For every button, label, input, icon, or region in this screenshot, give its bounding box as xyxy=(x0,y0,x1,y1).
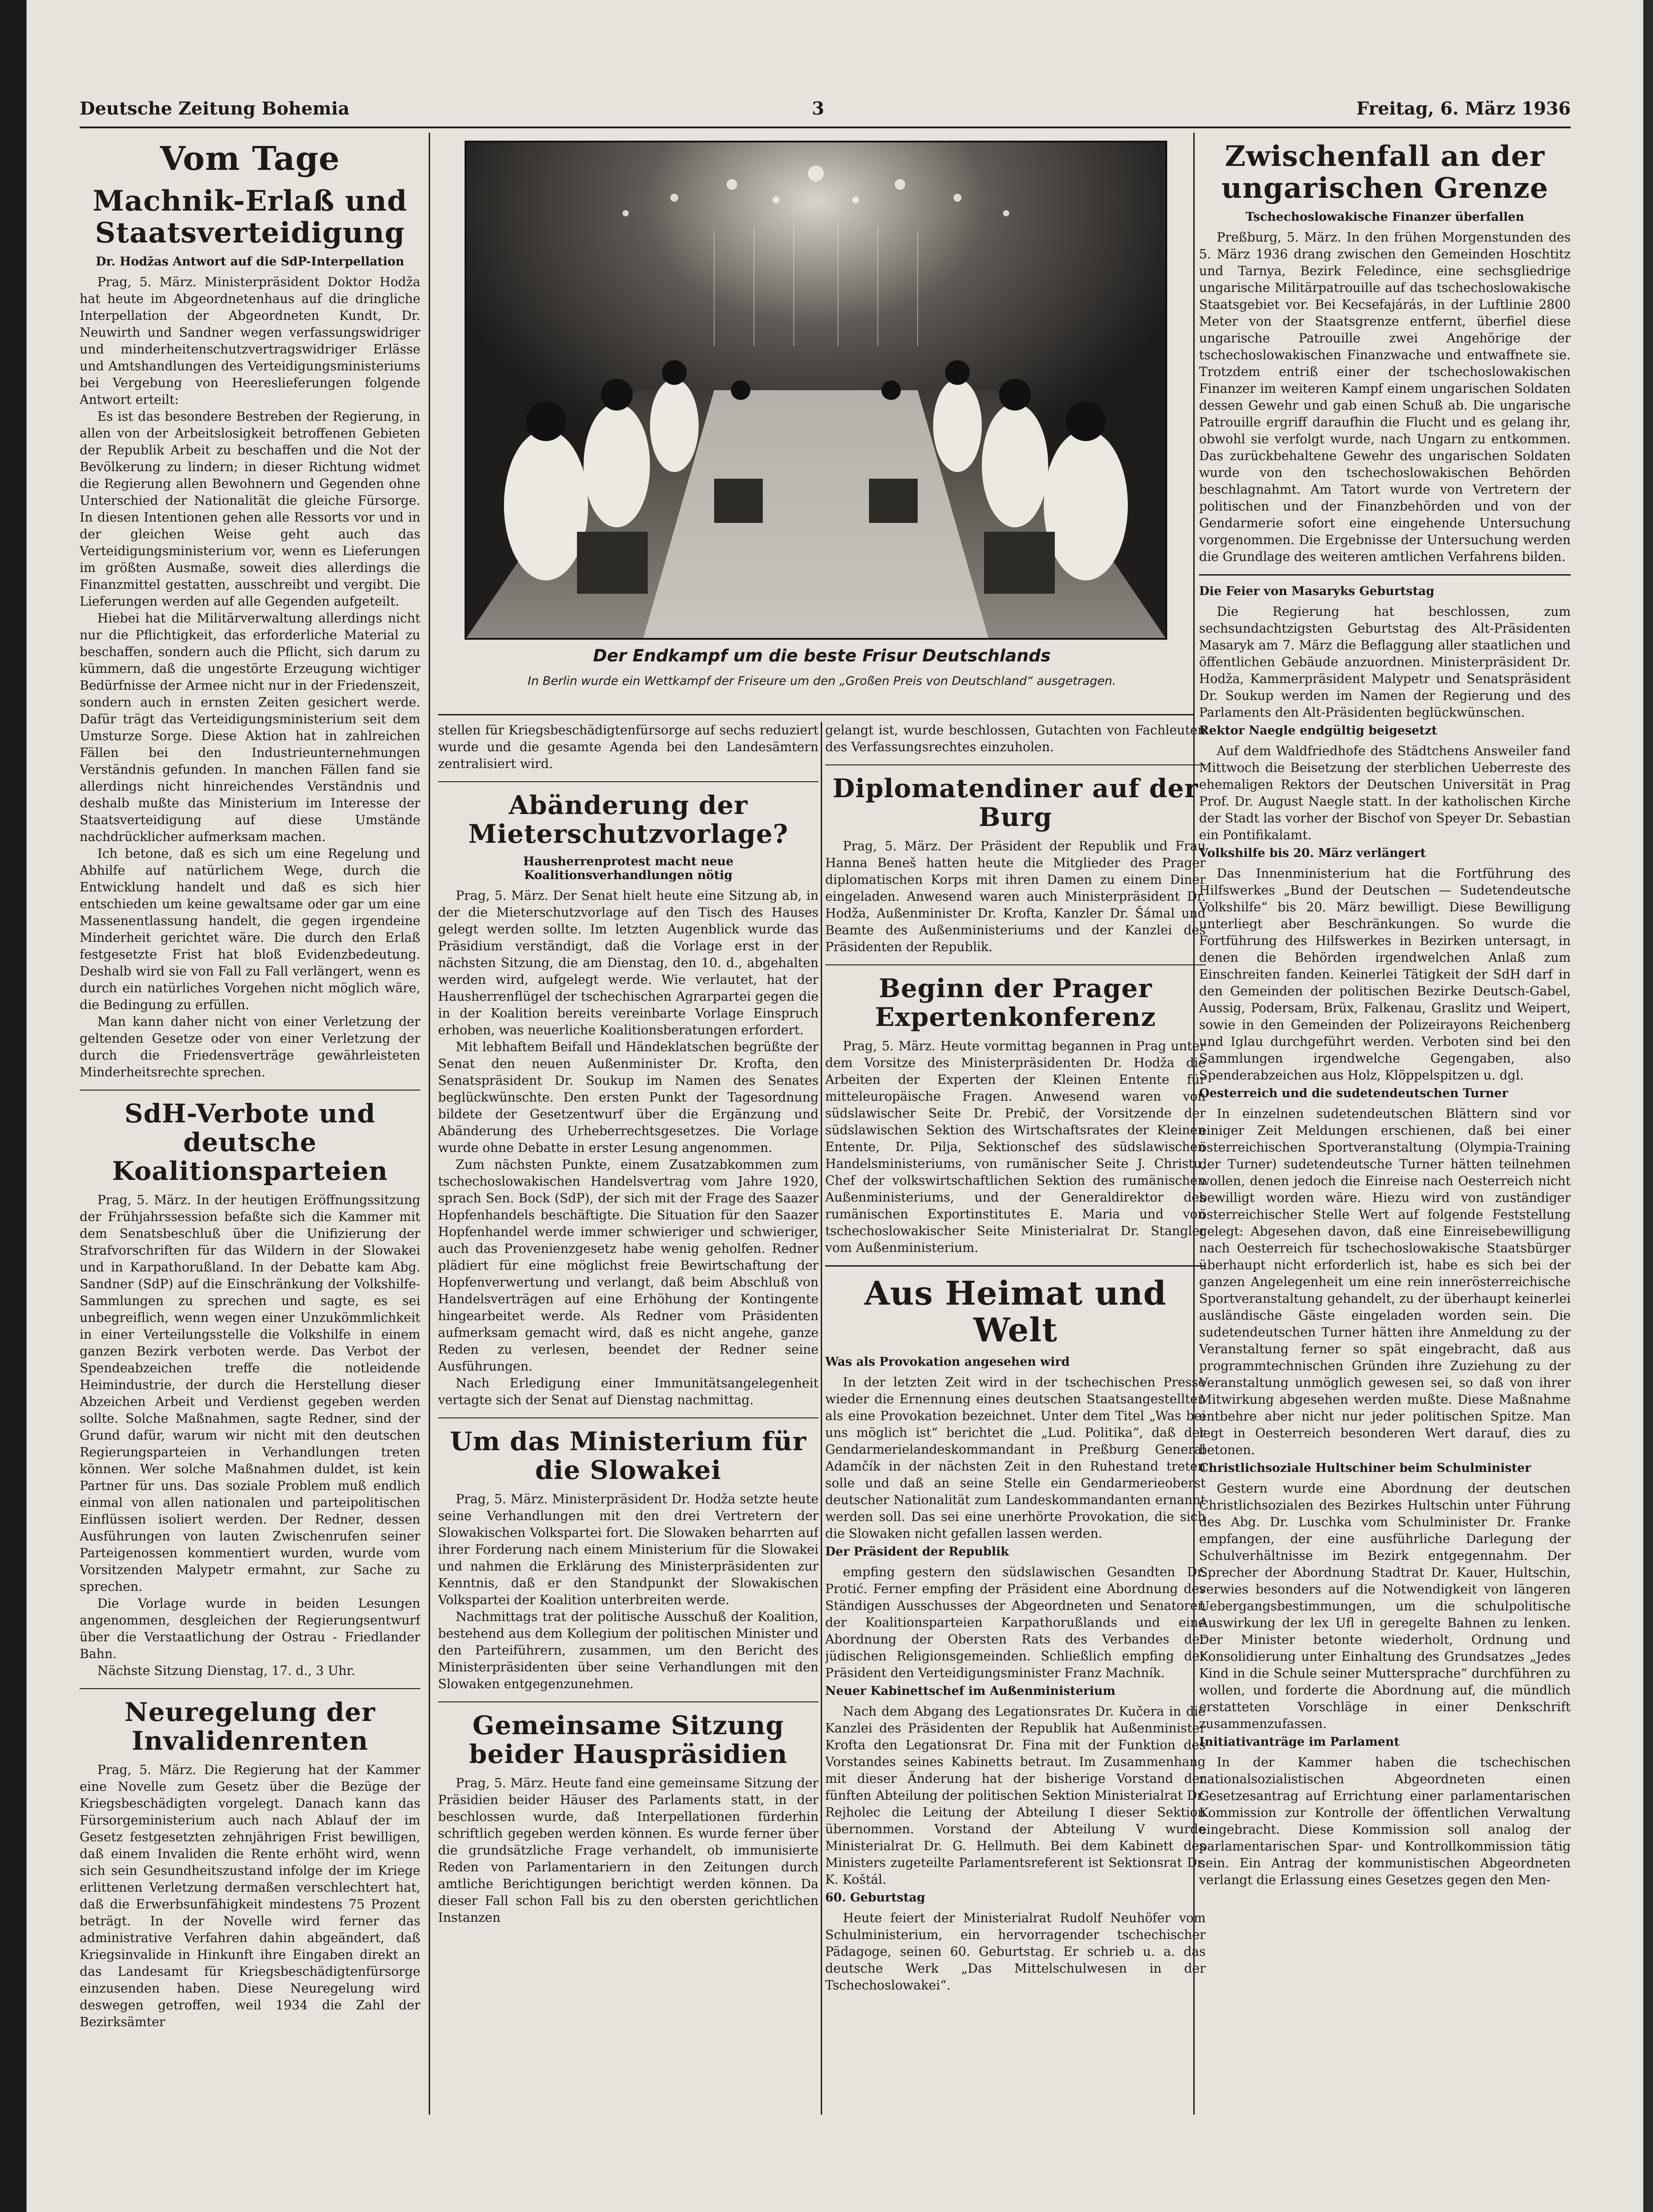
paragraph: Prag, 5. März. Heute fand eine gemeinsame Sitzung der Präsidien beider Häuser des Parlaments statt, in der beschlossen wurde, daß Interpellationen fürderhin schriftlich gegeben werden können. Es wurde ferner über die grundsätzliche Frage verhandelt, ob immunisierte Reden von Parlamentariern in den Zeitungen durch amtliche Berichtigungen berichtigt werden können. Da dieser Fall schon Fall bis zu den obersten gerichtlichen Instanzen xyxy=(438,1775,819,1925)
column-1 xyxy=(80,133,420,2115)
paragraph: Gestern wurde eine Abordnung der deutschen Christlichsozialen des Bezirkes Hultschin unter Führung des Abg. Dr. Luschka vom Schulminister Dr. Franke empfangen, der eine ausführliche Darlegung der Schulverhältnisse im Bezirk entgegennahm. Der Sprecher der Abordnung Stadtrat Dr. Kauer, Hultschin, verwies besonders auf die Notwendigkeit von längeren Uebergangsbestimmungen, um die schulpolitische Auswirkung der lex Ufl in geregelte Bahnen zu lenken. Der Minister betonte wiederholt, Ordnung und Konsolidierung unter Einhaltung des Grundsatzes „Jedes Kind in die Schule seiner Muttersprache“ durchführen zu wollen, und forderte die Abordnung auf, die mündlich erstatteten Vorschläge in einer Denkschrift zusammenzufassen. xyxy=(1199,1481,1571,1732)
photo-bottom-rule xyxy=(438,714,1193,715)
subhead-geburtstag: 60. Geburtstag xyxy=(825,1890,925,1905)
paragraph: Auf dem Waldfriedhofe des Städtchens Answeiler fand Mittwoch die Beisetzung der sterblichen Ueberreste des ehemaligen Rektors der Deutschen Universität in Prag Prof. Dr. August Naegle statt. In der katholischen Kirche der Stadt las vorher der Bischof von Speyer Dr. Sebastian ein Pontifikalamt. xyxy=(1199,744,1571,843)
paragraph: Heute feiert der Ministerialrat Rudolf Neuhöfer vom Schulministerium, ein hervorragender tschechischer Pädagoge, seinen 60. Geburtstag. Er schrieb u. a. das deutsche Werk „Das Mittelschulwesen in der Tschechoslowakei“. xyxy=(825,1910,1206,1993)
paragraph: Die Vorlage wurde in beiden Lesungen angenommen, desgleichen der Regierungsentwurf über die Verstaatlichung der Ostrau - Friedlander Bahn. xyxy=(80,1596,420,1662)
headline-mieterschutz: Abänderung der Mieterschutzvorlage? xyxy=(468,790,788,849)
headline-zwischenfall: Zwischenfall an der ungarischen Grenze xyxy=(1221,140,1549,205)
subhead-praesident: Der Präsident der Republik xyxy=(825,1544,1009,1559)
paragraph: Zum nächsten Punkte, einem Zusatzabkommen zum tschechoslowakischen Handelsvertrag vom Jahre 1920, sprach Sen. Bock (SdP), der sich mit der Frage des Saazer Hopfenhandels beschäftigte. Die Situation für den Saazer Hopfenhandel werde immer schwieriger und schwieriger, auch das Provenienzgesetz habe wenig geholfen. Redner plädiert für eine möglichst freie Bewirtschaftung der Hopfenverwertung und verlangt, daß beim Abschluß von Handelsverträgen auf eine Erhöhung der Kontingente hingearbeitet werde. Als Redner vom Präsidenten aufmerksam gemacht wird, daß es nicht angehe, ganze Reden zu verlesen, beendet der Redner seine Ausführungen. xyxy=(438,1157,819,1374)
paragraph: gelangt ist, wurde beschlossen, Gutachten von Fachleuten des Verfassungsrechtes einzuholen. xyxy=(825,723,1206,754)
column-divider-2 xyxy=(821,722,822,2115)
divider xyxy=(438,1701,819,1702)
headline-heimat-welt: Aus Heimat und Welt xyxy=(864,1274,1167,1349)
headline-ministerium-slowakei: Um das Ministerium für die Slowakei xyxy=(450,1426,807,1485)
divider xyxy=(825,1265,1206,1267)
headline-machnik: Machnik-Erlaß und Staatsverteidigung xyxy=(92,184,407,250)
paragraph: Es ist das besondere Bestreben der Regierung, in allen von der Arbeitslosigkeit betroffenen Gebieten der Republik Arbeit zu beschaffen und die Not der Bevölkerung zu lindern; in dieser Richtung widmet die Regierung allen Bewohnern und Gegenden ohne Unterschied der Nationalität die gleiche Fürsorge. In diesen Intentionen gehen alle Ressorts vor und in der gleichen Weise geht auch das Verteidigungsministerium vor, wenn es Lieferungen im größten Ausmaße, soweit dies allerdings die Finanzmittel gestatten, ausschreibt und vergibt. Die Lieferungen werden auf alle Gegenden aufgeteilt. xyxy=(80,409,420,609)
news-photo xyxy=(465,141,1167,640)
paragraph: Man kann daher nicht von einer Verletzung der geltenden Gesetze oder von einer Verletzung der durch die Friedensverträge gewährleisteten Minderheitsrechte sprechen. xyxy=(80,1014,420,1080)
section-title: Vom Tage xyxy=(160,140,340,178)
column-3 xyxy=(825,722,1206,2212)
paragraph: Prag, 5. März. Der Präsident der Republik und Frau Hanna Beneš hatten heute die Mitglieder des Prager diplomatischen Korps mit ihren Damen zu einem Diner eingeladen. Anwesend waren auch Ministerpräsident Dr. Hodža, Außenminister Dr. Krofta, Kanzler Dr. Šámal und Beamte des Außenministeriums und der Kanzlei des Präsidenten der Republik. xyxy=(825,838,1206,954)
paragraph: In einzelnen sudetendeutschen Blättern sind vor einiger Zeit Meldungen erschienen, daß bei einer österreichischen Sportveranstaltung (Olympia-Training der Turner) sudetendeutsche Turner hätten teilnehmen wollen, denen jedoch die Einreise nach Oesterreich nicht bewilligt worden wäre. Hiezu wird von zuständiger österreichischer Stelle Wert auf folgende Feststellung gelegt: Abgesehen davon, daß eine Einreisebewilligung nach Oesterreich für tschechoslowakische Staatsbürger überhaupt nicht erforderlich ist, habe es sich bei der ganzen Angelegenheit um eine rein innerösterreichische Sportveranstaltung gehandelt, zu der überhaupt keinerlei ausländische Gäste eingeladen worden sein. Die sudetendeutschen Turner hätten ihre Anmeldung zu der Veranstaltung ferner so spät eingebracht, daß aus programmtechnischen Gründen ihre Zuziehung zu der Veranstaltung unmöglich gewesen sei, so daß von ihrer Mitwirkung abgesehen werden mußte. Diese Maßnahme entbehre aber nicht nur jeder politischen Spitze. Man legt in Oesterreich besonderen Wert darauf, dies zu betonen. xyxy=(1199,1106,1571,1458)
column-2 xyxy=(438,722,819,2212)
paragraph: Das Innenministerium hat die Fortführung des Hilfswerkes „Bund der Deutschen — Sudetendeutsche Volkshilfe“ bis 20. März bewilligt. Diese Bewilligung unterliegt aber Beschränkungen. So wurde die Fortführung des Hilfswerkes in Bezirken untersagt, in denen die Behörden irgendwelchen Anlaß zum Einschreiten fanden. Keinerlei Tätigkeit der SdH darf in den Gemeinden der politischen Bezirke Deutsch-Gabel, Aussig, Podersam, Brüx, Falkenau, Graslitz und Weipert, sowie in den Gemeinden der Polizeirayons Reichenberg und Iglau durchgeführt werden. Verboten sind bei den Sammlungen irgendwelche Gegengaben, also Spenderabzeichen aus Holz, Klöppelspitzen u. dgl. xyxy=(1199,866,1571,1083)
subhead-masaryk: Die Feier von Masaryks Geburtstag xyxy=(1199,584,1434,599)
subhead-finanzer: Tschechoslowakische Finanzer überfallen xyxy=(1246,210,1524,224)
divider xyxy=(438,781,819,782)
header-rule xyxy=(80,127,1571,128)
headline-invalidenrenten: Neuregelung der Invalidenrenten xyxy=(124,1697,376,1756)
subhead-naegle: Rektor Naegle endgültig beigesetzt xyxy=(1199,724,1437,738)
divider xyxy=(825,964,1206,965)
subhead-hultschiner: Christlichsoziale Hultschiner beim Schulminister xyxy=(1199,1461,1531,1475)
paragraph: Hiebei hat die Militärverwaltung allerdings nicht nur die Pflichtigkeit, das erforderliche Material zu beschaffen, sondern auch die Pflicht, sich darum zu kümmern, daß die ungestörte Erzeugung wichtiger Bedürfnisse der Armee nicht nur in der Friedenszeit, sondern auch in ernsten Zeiten gesichert werde. Dafür trägt das Verteidigungsministerium seit dem Umsturze Sorge. Diese Aktion hat in zahlreichen Fällen bei den Industrieunternehmungen Verständnis gefunden. In manchen Fällen fand sie allerdings nicht hinreichendes Verständnis und deshalb mußte das Ministerium im Interesse der Staatsverteidigung auf diese Umstände nachdrücklicher aufmerksam machen. xyxy=(80,611,420,845)
subhead-volkshilfe: Volkshilfe bis 20. März verlängert xyxy=(1199,846,1426,860)
subhead-machnik: Dr. Hodžas Antwort auf die SdP-Interpellation xyxy=(96,255,404,269)
paragraph: stellen für Kriegsbeschädigtenfürsorge auf sechs reduziert wurde und die gesamte Agenda bei den Landesämtern zentralisiert wird. xyxy=(438,723,819,771)
photo-illustration xyxy=(466,142,1165,638)
subhead-initiativantraege: Initiativanträge im Parlament xyxy=(1199,1735,1400,1749)
photo-caption-text: In Berlin wurde ein Wettkampf der Friseure um den „Großen Preis von Deutschland“ ausgetragen. xyxy=(527,674,1116,688)
issue-date: Freitag, 6. März 1936 xyxy=(1356,98,1571,119)
column-divider-1 xyxy=(429,133,430,2115)
page-number: 3 xyxy=(812,98,824,119)
column-4 xyxy=(1199,133,1571,2115)
paragraph: Prag, 5. März. Der Senat hielt heute eine Sitzung ab, in der die Mieterschutzvorlage auf den Tisch des Hauses gelegt werden sollte. Im letzten Augenblick wurde das Präsidium verständigt, daß die Vorlage erst in der nächsten Sitzung, die am Dienstag, den 10. d., abgehalten werden wird, aufgelegt werde. Wie verlautet, hat der Hausherrenflügel der tschechischen Agrarpartei gegen die in der Koalition bereits vereinbarte Vorlage Einspruch erhoben, was neuerliche Koalitionsberatungen erfordert. xyxy=(438,888,819,1037)
paragraph: In der letzten Zeit wird in der tschechischen Presse wieder die Ernennung eines deutschen Staatsangestellten als eine Provokation bezeichnet. Unter dem Titel „Was bei uns möglich ist“ berichtet die „Lud. Politika“, daß der Gendarmerielandeskommandant in Preßburg General Adamčík in der nächsten Zeit in den Ruhestand treten solle und daß an seine Stelle ein Gendarmerieoberst deutscher Nationalität zum Landeskommandanten ernannt werden soll. Das sei eine unerhörte Provokation, die sich die Slowaken nicht gefallen lassen werden. xyxy=(825,1375,1206,1541)
paragraph: Prag, 5. März. Ministerpräsident Dr. Hodža setzte heute seine Verhandlungen mit den drei Vertretern der Slowakischen Volkspartei fort. Die Slowaken beharrten auf ihrer Forderung nach einem Ministerium für die Slowakei und nahmen die Erklärung des Ministerpräsidenten zur Kenntnis, daß er den Standpunkt der Slowakischen Volkspartei der Koalition unterbreiten werde. xyxy=(438,1491,819,1607)
divider xyxy=(825,764,1206,765)
photo-block xyxy=(438,133,1206,708)
paragraph: empfing gestern den südslawischen Gesandten Dr. Protić. Ferner empfing der Präsident eine Abordnung des Ständigen Ausschusses der Abgeordneten und Senatoren der Koalitionsparteien Karpathorußlands und eine Abordnung der Obersten Rats des Verbandes der jüdischen Religionsgemeinden. Schließlich empfing der Präsident den Verteidigungsminister Franz Machník. xyxy=(825,1564,1206,1680)
photo-caption-title: Der Endkampf um die beste Frisur Deutschlands xyxy=(593,646,1051,665)
paragraph: Nächste Sitzung Dienstag, 17. d., 3 Uhr. xyxy=(97,1663,355,1678)
paragraph: In der Kammer haben die tschechischen nationalsozialistischen Abgeordneten einen Gesetzesantrag auf Errichtung einer parlamentarischen Kommission zur Kontrolle der öffentlichen Verwaltung eingebracht. Diese Kommission soll analog der parlamentarischen Spar- und Kontrollkommission tätig sein. Ein Antrag der kommunistischen Abgeordneten verlangt die Erlassung eines Gesetzes gegen den Men- xyxy=(1199,1755,1571,1888)
paragraph: Ich betone, daß es sich um eine Regelung und Abhilfe auf natürlichem Wege, durch die Entwicklung handelt und daß es sich hier entschieden um keine gewaltsame oder gar um eine Massenentlassung handelt, die gegen irgendeine Minderheit gerichtet wäre. Die durch den Erlaß festgesetzte Frist hat bloß Evidenzbedeutung. Deshalb wird sie von Fall zu Fall verlängert, wenn es durch ein natürliches Vorgehen nicht möglich wäre, die Bedingung zu erfüllen. xyxy=(80,846,420,1013)
headline-diplomatendiner: Diplomatendiner auf der Burg xyxy=(832,773,1199,832)
subhead-provokation: Was als Provokation angesehen wird xyxy=(825,1355,1070,1369)
paragraph: Mit lebhaftem Beifall und Händeklatschen begrüßte der Senat den neuen Außenminister Dr. Krofta, den Senatspräsident Dr. Soukup im Namen des Senates beglückwünschte. Den ersten Punkt der Tagesordnung bildete der Gesetzentwurf über die Ergänzung und Abänderung des Urheberrechtsgesetzes. Die Vorlage wurde ohne Debatte in erster Lesung angenommen. xyxy=(438,1039,819,1155)
subhead-turner: Oesterreich und die sudetendeutschen Turner xyxy=(1199,1087,1508,1101)
subhead-mieterschutz: Hausherrenprotest macht neue Koalitionsverhandlungen nötig xyxy=(523,854,734,882)
headline-sdh-verbote: SdH-Verbote und deutsche Koalitionsparteien xyxy=(112,1098,388,1187)
paragraph: Prag, 5. März. Die Regierung hat der Kammer eine Novelle zum Gesetz über die Bezüge der Kriegsbeschädigten vorgelegt. Danach kann das Fürsorgeministerium auch nach Ablauf der im Gesetz festgesetzten zehnjährigen Frist bewilligen, daß einem Invaliden die Rente erhöht wird, wenn sich sein Gesundheitszustand infolge der im Kriege erlittenen Verletzung dermaßen verschlechtert hat, daß die Erwerbsunfähigkeit mindestens 75 Prozent beträgt. In der Novelle wird ferner das administrative Verfahren dahin abgeändert, daß Kriegsinvalide in Hinkunft ihre Eingaben direkt an das Landesamt für Kriegsbeschädigtenfürsorge einzusenden haben. Diese Neuregelung wird deswegen getroffen, weil 1934 die Zahl der Bezirksämter xyxy=(80,1762,420,2029)
paragraph: Prag, 5. März. Heute vormittag begannen in Prag unter dem Vorsitze des Ministerpräsidenten Dr. Hodža die Arbeiten der Experten der Kleinen Entente für mitteleuropäische Fragen. Anwesend waren von südslawischer Seite Dr. Prebič, der Vorsitzende der südslawischen Sektion des Wirtschaftsrates der Kleinen Entente, Dr. Pilja, Sektionschef des südslawischen Handelsministeriums, von rumänischer Seite J. Christu, Chef der volkswirtschaftlichen Sektion des rumänischen Außenministeriums, und der Generaldirektor des rumänischen Exportinstitutes E. Maria und von tschechoslowakischer Seite Ministerialrat Dr. Stangler vom Außenministerium. xyxy=(825,1038,1206,1255)
headline-hauspraesidien: Gemeinsame Sitzung beider Hauspräsidien xyxy=(469,1710,788,1769)
headline-expertenkonferenz: Beginn der Prager Expertenkonferenz xyxy=(875,973,1156,1032)
page-header xyxy=(80,98,1571,126)
divider xyxy=(1199,574,1571,576)
newspaper-name: Deutsche Zeitung Bohemia xyxy=(80,98,350,119)
divider xyxy=(438,1417,819,1418)
divider xyxy=(80,1688,420,1689)
paragraph: Nachmittags trat der politische Ausschuß der Koalition, bestehend aus dem Kollegium der politischen Minister und den Parteiführern, zusammen, um den Bericht des Ministerpräsidenten über seine Verhandlungen mit den Slowaken entgegenzunehmen. xyxy=(438,1609,819,1691)
subhead-kabinettschef: Neuer Kabinettschef im Außenministerium xyxy=(825,1684,1115,1698)
paragraph: Preßburg, 5. März. In den frühen Morgenstunden des 5. März 1936 drang zwischen den Gemeinden Hoschtitz und Tarnya, Bezirk Feledince, eine sechsgliedrige ungarische Militärpatrouille auf das tschechoslowakische Staatsgebiet vor. Bei Kecsefajárás, in der Luftlinie 2800 Meter von der Staatsgrenze entfernt, überfiel diese ungarische Patrouille zwei Angehörige der tschechoslowakischen Finanzwache und entwaffnete sie. Trotzdem entriß einer der tschechoslowakischen Finanzer im weiteren Kampf einem ungarischen Soldaten dessen Gewehr und gab einen Schuß ab. Die ungarische Patrouille ergriff daraufhin die Flucht und es gelang ihr, obwohl sie verfolgt wurde, nach Ungarn zu entkommen. Das zurückbehaltene Gewehr des ungarischen Soldaten wurde von den tschechoslowakischen Behörden beschlagnahmt. Am Tatort wurde von Vertretern der politischen und der Finanzbehörden und von der Gendarmerie sofort eine eingehende Untersuchung vorgenommen. Die Ergebnisse der Untersuchung werden die Grundlage des weiteren amtlichen Verfahrens bilden. xyxy=(1199,230,1571,565)
paragraph: Nach Erledigung einer Immunitätsangelegenheit vertagte sich der Senat auf Dienstag nachmittag. xyxy=(438,1375,819,1407)
paragraph: Prag, 5. März. In der heutigen Eröffnungssitzung der Frühjahrssession befaßte sich die Kammer mit dem Senatsbeschluß über die Unifizierung der Strafvorschriften für das Wildern in der Slowakei und in Karpathorußland. In der Debatte kam Abg. Sandner (SdP) auf die Einschränkung der Volkshilfe-Sammlungen zu sprechen und sagte, es sei unbegreiflich, wenn wegen einer Unzukömmlichkeit in einer Verteilungsstelle die Volkshilfe in einem ganzen Bezirk verboten werde. Das Verbot der Spendeabzeichen treffe die notleidende Heimindustrie, der durch die Herstellung dieser Abzeichen Arbeit und Verdienst gegeben werden sollte. Solche Maßnahmen, sagte Redner, sind der Grund dafür, warum wir nicht mit den deutschen Regierungsparteien in Verhandlungen treten können. Wer solche Maßnahmen duldet, ist kein Partner für uns. Das soziale Problem muß endlich einmal von allen nationalen und parteipolitischen Einflüssen isoliert werden. Der Redner, dessen Ausführungen von lauten Zwischenrufen seiner Parteigenossen kommentiert wurden, wurde vom Vorsitzenden Malypetr ermahnt, zur Sache zu sprechen. xyxy=(80,1193,420,1594)
paragraph: Nach dem Abgang des Legationsrates Dr. Kučera in die Kanzlei des Präsidenten der Republik hat Außenminister Krofta den Legationsrat Dr. Fina mit der Funktion des Vorstandes seines Kabinetts betraut. Im Zusammenhang mit dieser Änderung hat der bisherige Vorstand der fünften Abteilung der politischen Sektion Ministerialrat Dr. Rejholec die Leitung der Abteilung I dieser Sektion übernommen. Vorstand der Abteilung V wurde Ministerialrat Dr. G. Hellmuth. Bei dem Kabinett des Ministers zugeteilte Parlamentsreferent ist Sektionsrat Dr. K. Koštál. xyxy=(825,1704,1206,1887)
scan-border-right xyxy=(1643,0,1653,2212)
scan-border-left xyxy=(0,0,27,2212)
paragraph: Prag, 5. März. Ministerpräsident Doktor Hodža hat heute im Abgeordnetenhaus auf die dringliche Interpellation der Abgeordneten Kundt, Dr. Neuwirth und Sandner wegen verfassungswidriger und minderheitenschutzvertragswidriger Erlässe und Amtshandlungen des Verteidigungsministeriums bei Vergebung von Heereslieferungen folgende Antwort erteilt: xyxy=(80,275,420,407)
paragraph: Die Regierung hat beschlossen, zum sechsundachtzigsten Geburtstag des Alt-Präsidenten Masaryk am 7. März die Beflaggung aller staatlichen und öffentlichen Gebäude anzuordnen. Ministerpräsident Dr. Hodža, Kammerpräsident Malypetr und Senatspräsident Dr. Soukup werden im Namen der Regierung und des Parlaments den Alt-Präsidenten beglückwünschen. xyxy=(1199,604,1571,720)
divider xyxy=(80,1090,420,1091)
